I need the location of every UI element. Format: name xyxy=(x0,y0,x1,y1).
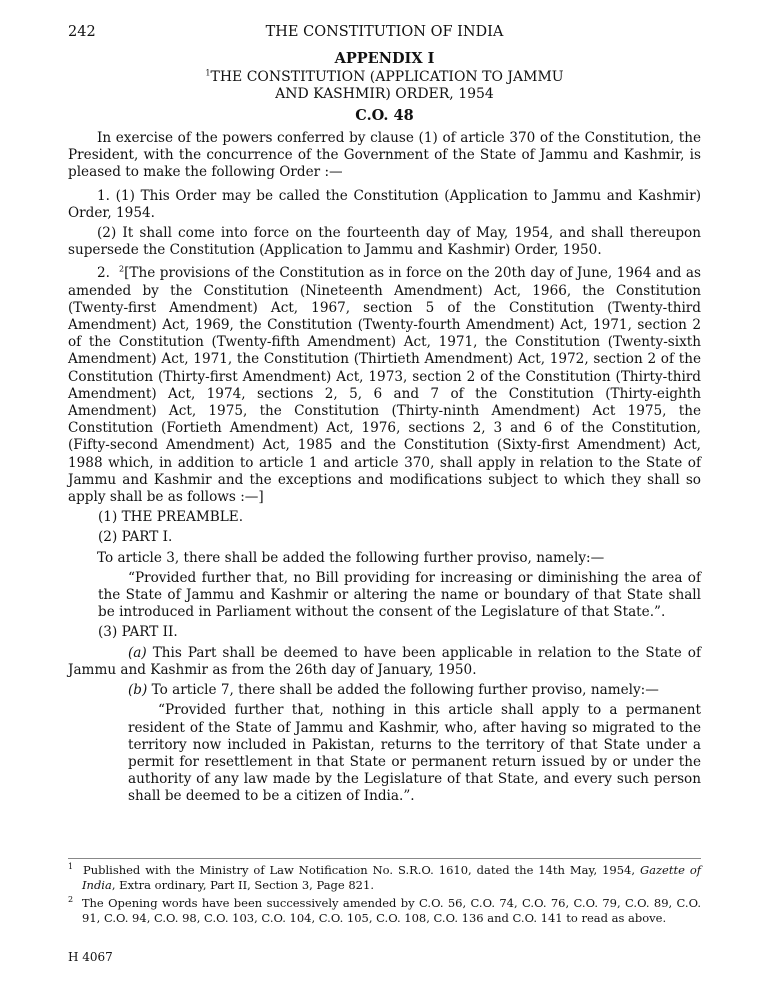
order-title xyxy=(68,69,701,103)
clause-a xyxy=(68,645,701,679)
paragraph-2-text: [The provisions of the Constitution as in force on the 20th day of June, 1964 and as amended by the Constitution (Nineteenth Amendment) Act, 1966, the Constitution (Twenty-first Amendment) Act, 1967, section 5 of the Constitution (Twenty-third Amendment) Act, 1969, the Constitution (Twenty-fourth Amendment) Act, 1971, section 2 of the Constitution (Twenty-fifth Amendment) Act, 1971, the Constitution (Twenty-sixth Amendment) Act, 1971, the Constitution (Thirtieth Amendment) Act, 1972, section 2 of the Constitution (Thirty-first Amendment) Act, 1973, section 2 of the Constitution (Thirty-third Amendment) Act, 1974, sections 2, 5, 6 and 7 of the Constitution (Thirty-eighth Amendment) Act, 1975, the Constitution (Thirty-ninth Amendment) Act 1975, the Constitution (Fortieth Amendment) Act, 1976, sections 2, 3 and 6 of the Constitution, (Fifty-second Amendment) Act, 1985 and the Constitution (Sixty-first Amendment) Act, 1988 which, in addition to article 1 and article 370, shall apply in relation to the State of Jammu and Kashmir and the exceptions and modifications subject to which they shall so apply shall be as follows :—] xyxy=(68,265,701,506)
footnote-1-text: Published with the Ministry of Law Notification No. S.R.O. 1610, dated the 14th May, 1954, xyxy=(82,863,635,877)
paragraph-1-2: (2) It shall come into force on the fourteenth day of May, 1954, and shall thereupon supersede the Constitution (Application to Jammu and Kashmir) Order, 1950. xyxy=(68,225,701,259)
paragraph-2 xyxy=(68,265,701,506)
footnote-1 xyxy=(68,863,701,892)
clause-b-text: To article 7, there shall be added the following further proviso, namely:— xyxy=(151,682,659,699)
title-footnote-mark: 1 xyxy=(205,68,211,78)
appendix-heading: APPENDIX I xyxy=(334,50,435,67)
running-head: THE CONSTITUTION OF INDIA xyxy=(265,24,504,40)
paragraph-2-footnote-mark: 2 xyxy=(118,264,125,274)
paragraph-2-number: 2. xyxy=(97,265,110,282)
clause-b-label: (b) xyxy=(128,682,148,699)
item-preamble: (1) THE PREAMBLE. xyxy=(98,509,244,526)
page-number: 242 xyxy=(68,24,96,40)
page-header xyxy=(68,20,701,44)
item-part-1: (2) PART I. xyxy=(98,529,173,546)
article-3-intro: To article 3, there shall be added the following further proviso, namely:— xyxy=(97,549,605,566)
title-line-2: AND KASHMIR) ORDER, 1954 xyxy=(275,86,494,102)
order-number: C.O. 48 xyxy=(355,107,414,124)
item-part-2: (3) PART II. xyxy=(98,624,178,641)
printer-imprint: H 4067 xyxy=(68,950,113,964)
footnote-1-gazette: Gazette of India xyxy=(82,863,702,892)
footnote-1-mark: 1 xyxy=(68,862,74,872)
footnote-1-rest: , Extra ordinary, Part II, Section 3, Page 821. xyxy=(111,877,374,892)
footnote-2-mark: 2 xyxy=(68,895,74,905)
article-7-proviso: “Provided further that, nothing in this article shall apply to a permanent resident of the State of Jammu and Kashmir, who, after having so migrated to the territory now included in Pakistan, returns to the territory of that State under a permit for resettlement in that State or permanent return issued by or under the authority of any law made by the Legislature of that State, and every such person shall be deemed to be a citizen of India.”. xyxy=(128,702,701,805)
paragraph-1: 1. (1) This Order may be called the Constitution (Application to Jammu and Kashmir) Order, 1954. xyxy=(68,187,701,221)
clause-a-label: (a) xyxy=(128,644,147,661)
clause-a-text: This Part shall be deemed to have been applicable in relation to the State of Jammu and Kashmir as from the 26th day of January, 1950. xyxy=(68,644,701,678)
page-body xyxy=(68,20,701,806)
clause-b xyxy=(68,682,701,699)
footnote-2 xyxy=(68,896,701,925)
footnotes xyxy=(68,858,701,929)
title-line-1: THE CONSTITUTION (APPLICATION TO JAMMU xyxy=(210,69,564,85)
enacting-paragraph: In exercise of the powers conferred by clause (1) of article 370 of the Constitution, the President, with the concurrence of the Government of the State of Jammu and Kashmir, is pleased to make the following Order :— xyxy=(68,130,701,181)
article-3-proviso: “Provided further that, no Bill providing for increasing or diminishing the area of the State of Jammu and Kashmir or altering the name or boundary of that State shall be introduced in Parliament without the consent of the Legislature of that State.”. xyxy=(98,569,701,621)
footnote-2-text: The Opening words have been successively amended by C.O. 56, C.O. 74, C.O. 76, C.O. 79, C.O. 89, C.O. 91, C.O. 94, C.O. 98, C.O. 103, C.O. 104, C.O. 105, C.O. 108, C.O. 136 and C.O. 141 to read as above. xyxy=(81,896,701,925)
